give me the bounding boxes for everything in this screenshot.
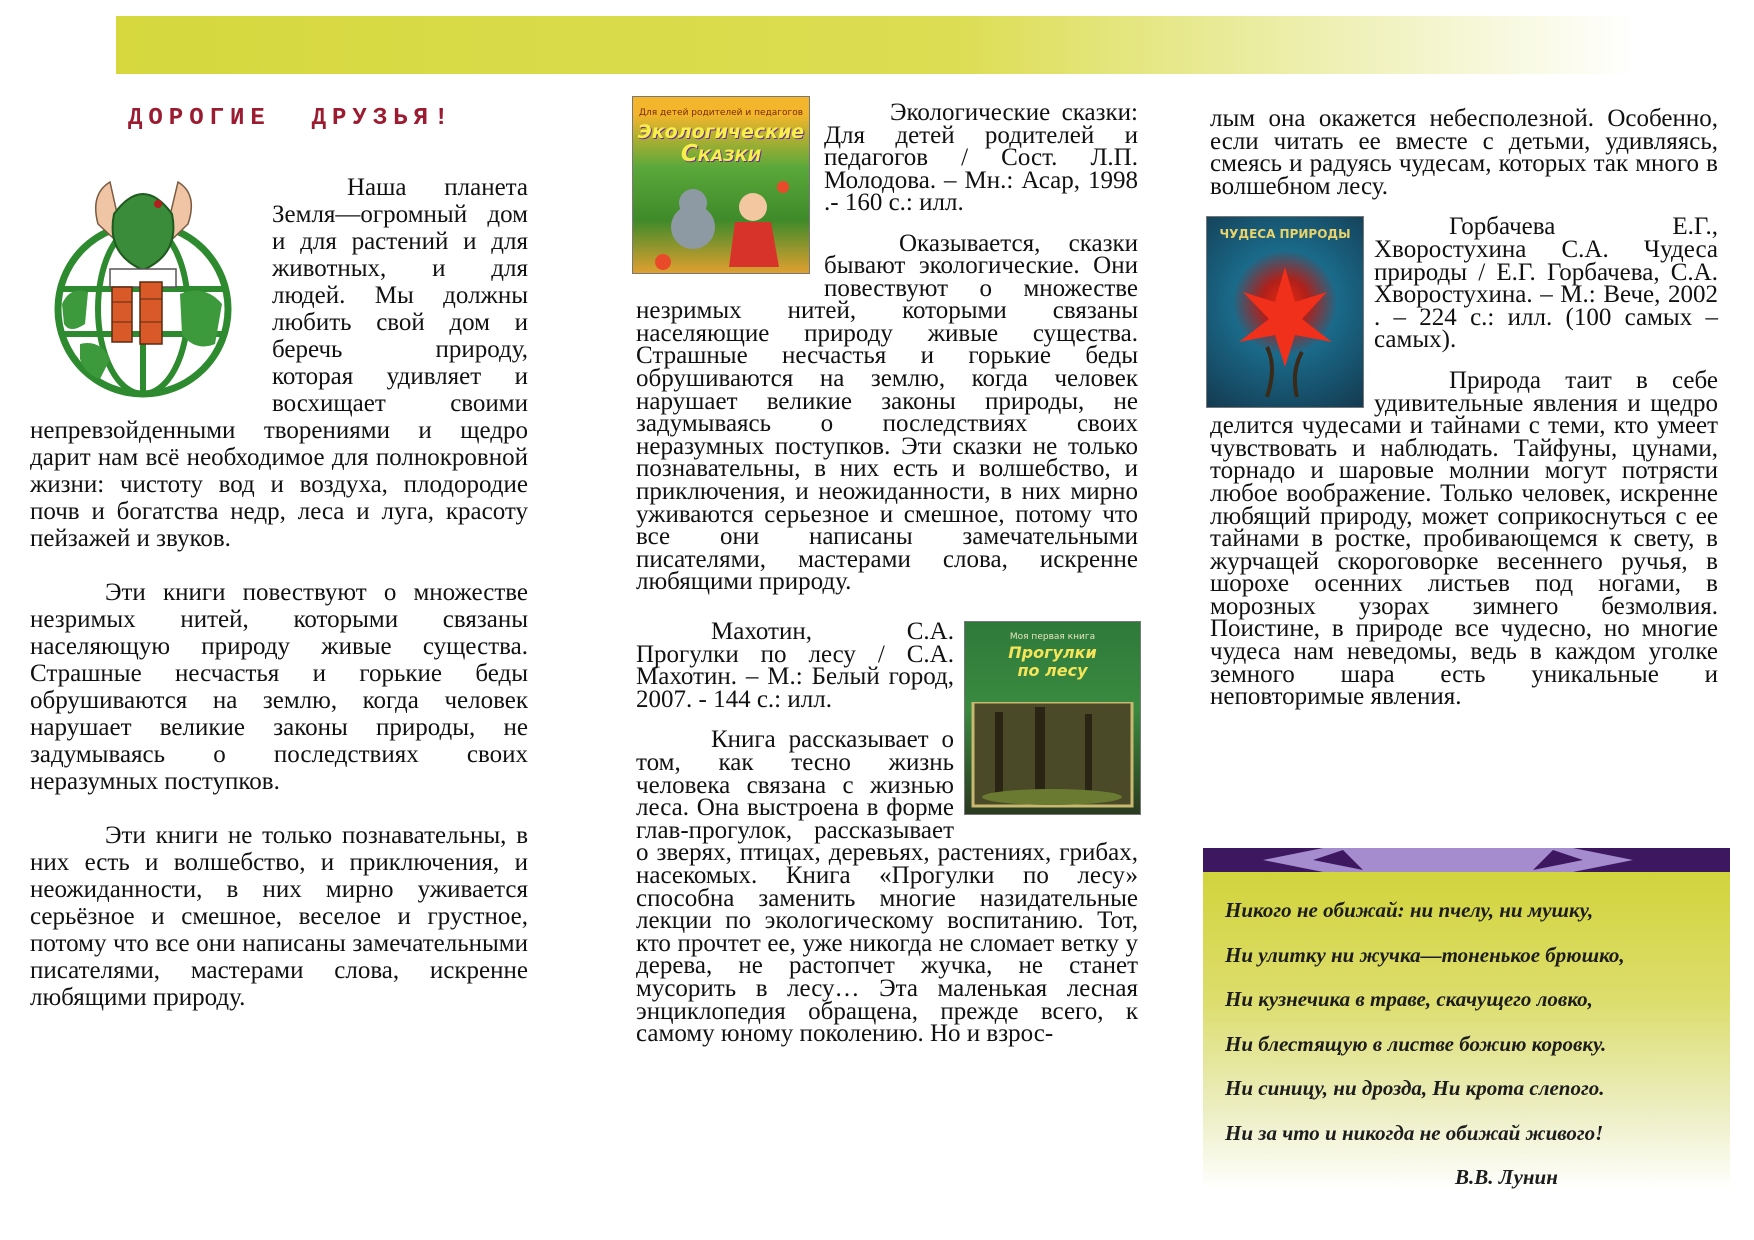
poem-author: В.В. Лунин [1455, 1165, 1558, 1189]
poem-line: Ни блестящую в листве божию коровку. [1225, 1031, 1607, 1056]
forest-illustration [965, 702, 1140, 812]
verse-decorative-bar [1203, 848, 1730, 872]
column-2 [636, 99, 1138, 1048]
red-flower-illustration [1207, 247, 1363, 397]
paragraph-3: Эти книги не только познавательны, в них есть и волшебство, и приключения, и неожиданности, в них мирно уживается серьёзное и смешное, веселое и грустное, потому что все они написаны замечательными писателями, мастерами слова, искренне любящими природу. [30, 822, 528, 1011]
poem-line: Ни за что и никогда не обижай живого! [1225, 1120, 1604, 1145]
earth-logo-illustration [30, 174, 256, 399]
column-3 [1210, 105, 1718, 711]
paragraph-2: Эти книги повествуют о множестве незримых нитей, которыми связаны населяющую природу живые существа. Страшные несчастья и горькие беды обрушиваются на землю, когда человек нарушает великие законы природы, не задумываясь о последствиях своих неразумных поступков. [30, 579, 528, 795]
intro-paragraph: Наша планета Земля—огромный дом и для растений и для животных, и для людей. Мы должны любить свой дом и беречь природу, которая удивляет и восхищает своими непревзойденными творениями и щедро дарит нам всё необходимое для полнокровной жизни: чистоту вод и воздуха, плодородие почв и богатства недр, леса и луга, красоту пейзажей и звуков. [30, 174, 528, 552]
book3-citation: Горбачева Е.Г., Хворостухина С.А. Чудеса природы / Е.Г. Горбачева, С.А. Хворостухина. – М.: Вече, 2002 . – 224 с.: илл. (100 самых – самых). [1374, 213, 1718, 354]
book-cover-wonders-of-nature: ЧУДЕСА ПРИРОДЫ [1206, 216, 1364, 408]
book-cover-ecological-tales: Для детей родителей и педагогов Экологические Сказки [632, 96, 810, 274]
globe-hands-icon [30, 174, 256, 399]
column-1 [30, 174, 528, 1011]
poem-line: Ни кузнечика в траве, скачущего ловко, [1225, 987, 1593, 1011]
book1-citation: Экологические сказки: Для детей родителей и педагогов / Сост. Л.П. Молодова. – Мн.: Асар, 1998 .- 160 с.: илл. [824, 99, 1138, 216]
poem-line: Ни синицу, ни дрозда, Ни крота слепого. [1225, 1076, 1605, 1100]
fairy-tale-illustration [633, 167, 809, 274]
book2-citation: Махотин, С.А. Прогулки по лесу / С.А. Махотин. – М.: Белый город, 2007. - 144 с.: илл. [636, 618, 954, 713]
book-cover-forest-walks: Моя первая книга Прогулки по лесу [964, 621, 1141, 815]
arrow-band-icon [1203, 848, 1730, 872]
book1-description: Оказывается, сказки бывают экологические. Они повествуют о множестве незримых нитей, которыми связаны населяющие природу живые существа. Страшные несчастья и горькие беды обрушиваются на землю, когда человек нарушает великие законы природы, не задумываясь о последствиях своих неразумных поступков. Эти сказки не только познавательны, в них есть и волшебство, и приключения, и неожиданности, в них мирно уживаются серьезное и смешное, потому что все они написаны замечательными писателями, мастерами слова, искренне любящими природу. [636, 229, 1138, 596]
top-decorative-bar [116, 16, 1636, 74]
book2-continuation: лым она окажется небесполезной. Особенно, если читать ее вместе с детьми, удивляясь, смеясь и радуясь чудесам, которых так много в волшебном лесу. [1210, 105, 1718, 200]
poem [1225, 898, 1725, 1210]
poem-line: Никого не обижай: ни пчелу, ни мушку, [1225, 898, 1594, 922]
greeting-heading: ДОРОГИЕ ДРУЗЬЯ! [128, 105, 455, 132]
book2-description: Книга рассказывает о том, как тесно жизнь человека связана с жизнью леса. Она выстроена в форме глав-прогулок, рассказывает о зверях, птицах, деревьях, растениях, грибах, насекомых. Книга «Прогулки по лесу» способна заменить многие назидательные лекции по экологическому воспитанию. Тот, кто прочтет ее, уже никогда не сломает ветку у дерева, не растопчет жучка, не станет мусорить в лесу… Эта маленькая лесная энциклопедия обращена, прежде всего, к самому юному поколению. Но и взрос- [636, 726, 1138, 1048]
book3-description: Природа таит в себе удивительные явления и щедро делится чудесами и тайнами с теми, кто умеет чувствовать и наблюдать. Тайфуны, цунами, торнадо и шаровые молнии могут потрясти любое воображение. Только человек, искренне любящий природу, может соприкоснуться с ее тайнами в ростке, пробивающемся к свету, в журчащей скороговорке весеннего ручья, в шорохе осенних листьев под ногами, в морозных узорах зимнего безмолвия. Поистине, в природе все чудесно, но многие чудеса нам неведомы, ведь в каждом уголке земного шара есть уникальные и неповторимые явления. [1210, 366, 1718, 711]
poem-line: Ни улитку ни жучка—тоненькое брюшко, [1225, 942, 1625, 967]
